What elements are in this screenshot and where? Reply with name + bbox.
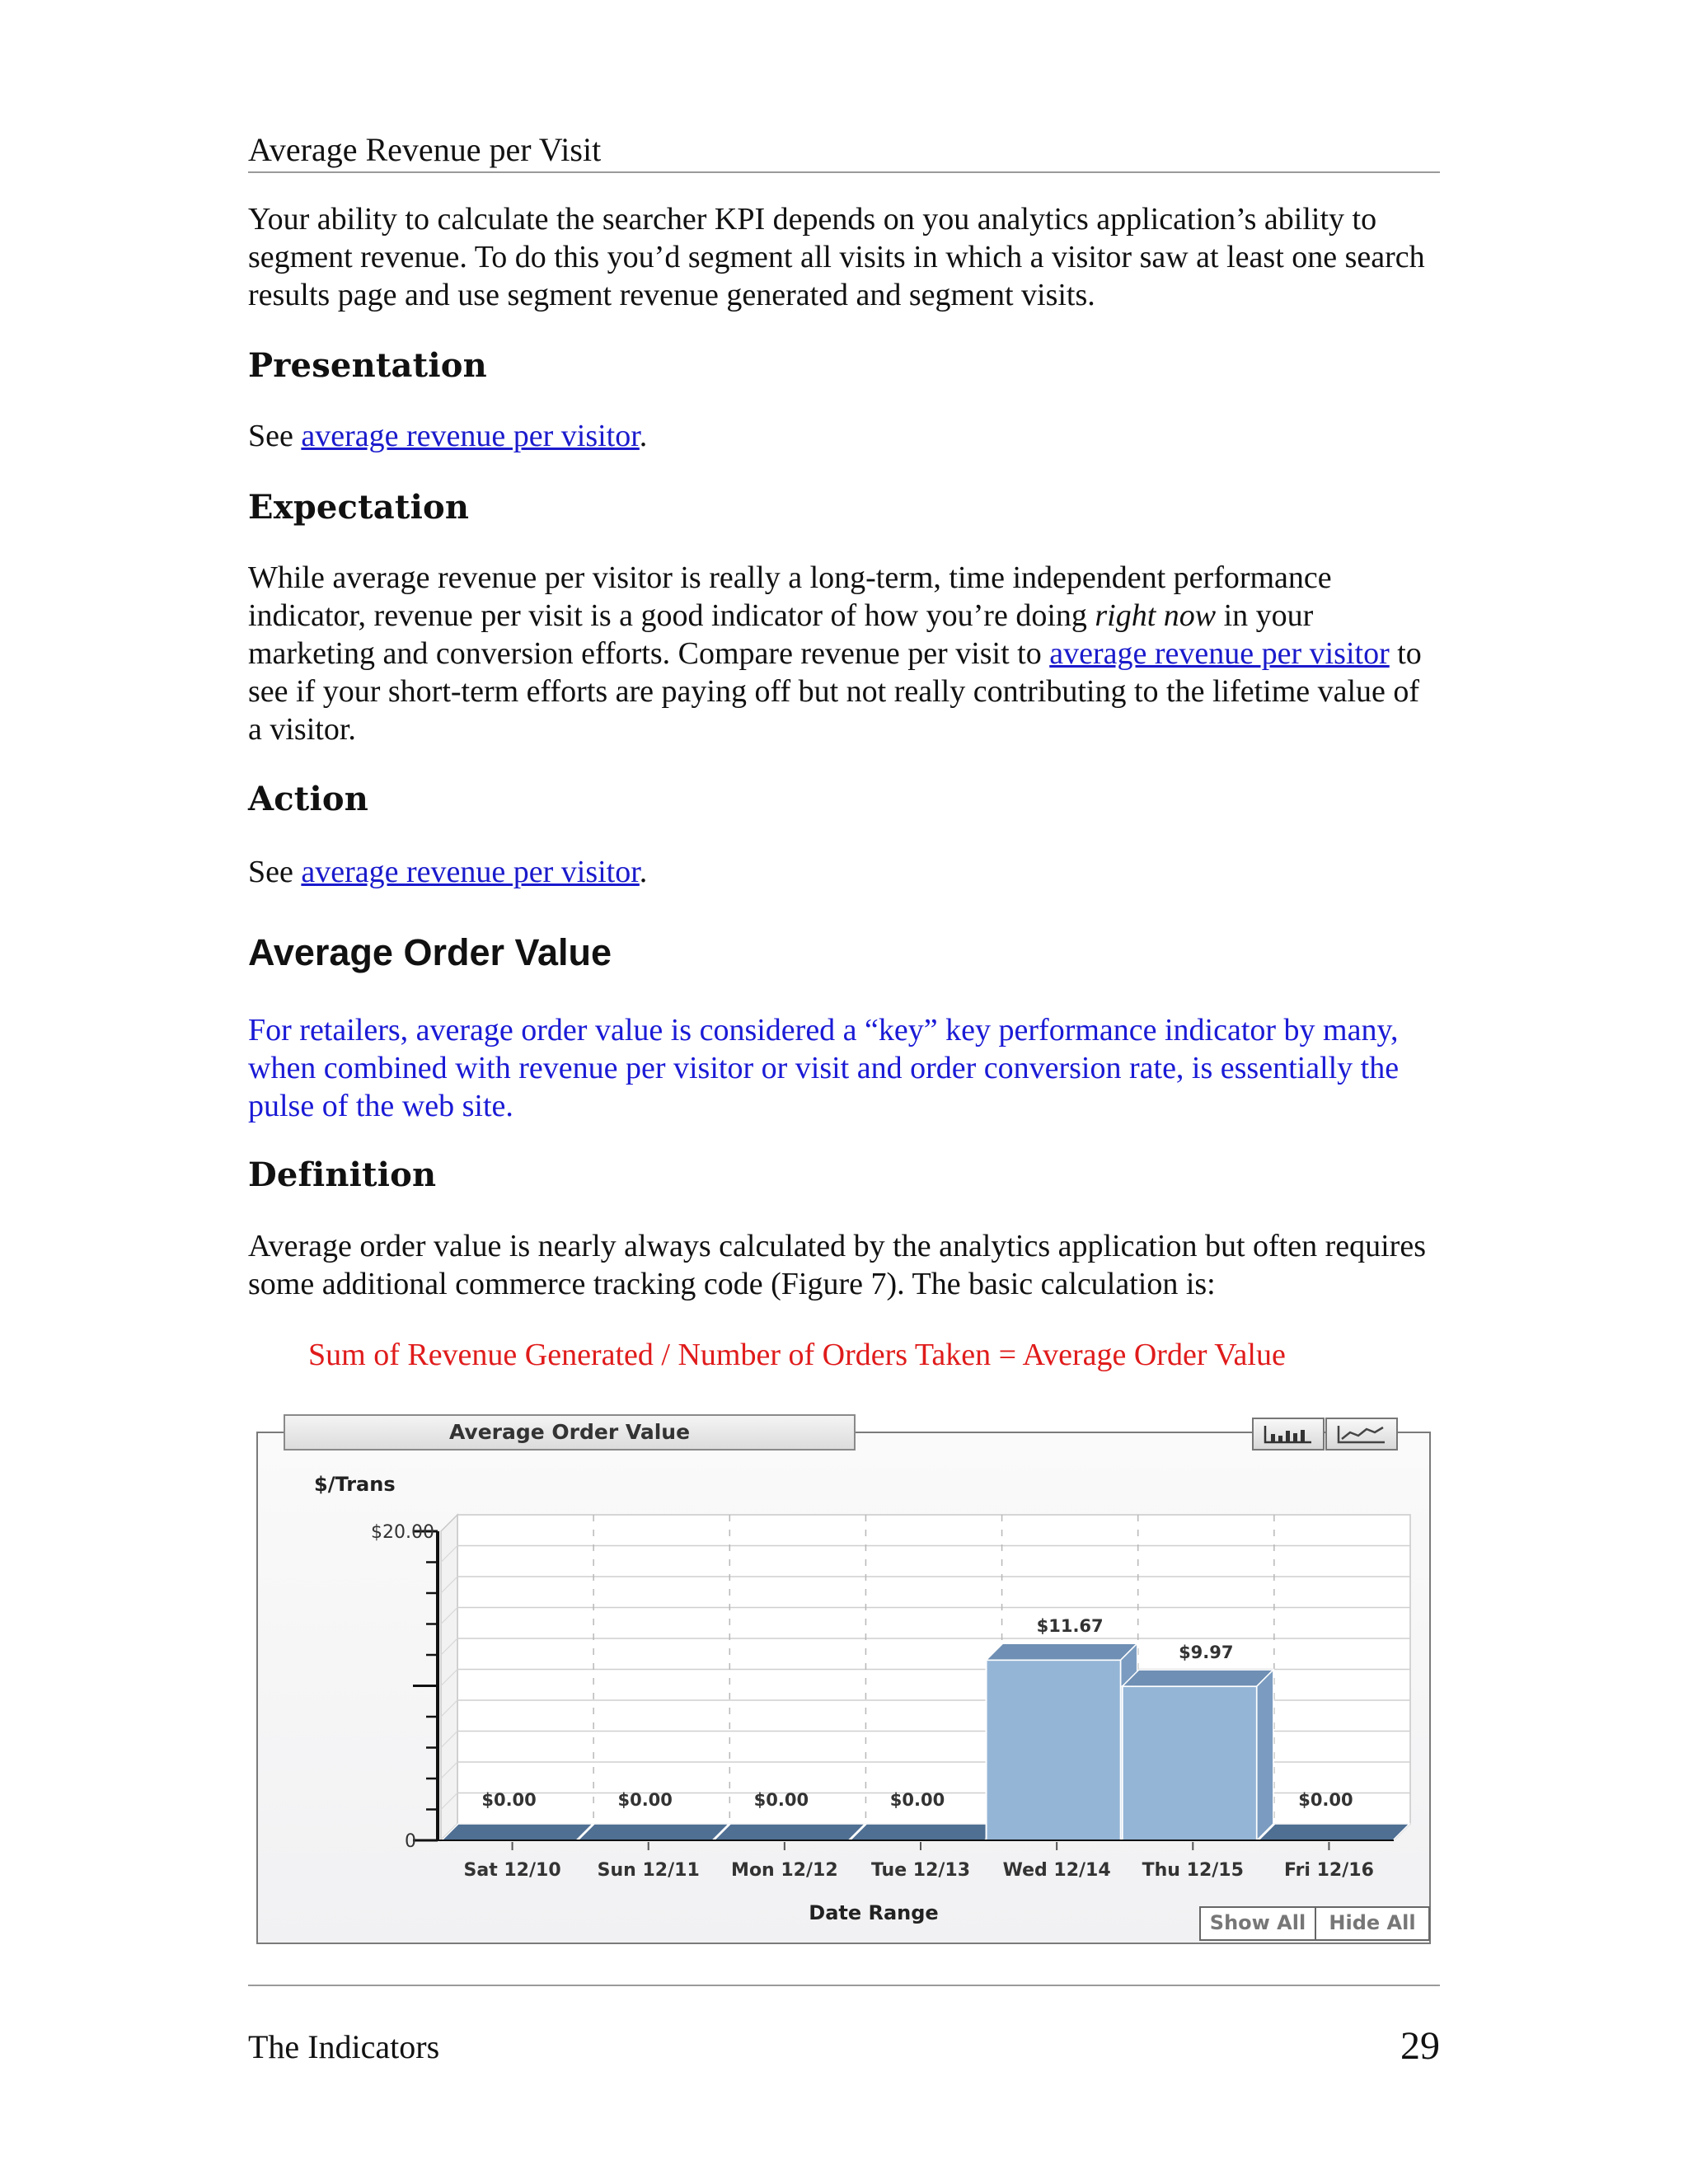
x-tick-label: Tue 12/13 (870, 1860, 971, 1881)
x-tick-label: Thu 12/15 (1142, 1860, 1244, 1881)
x-axis-title: Date Range (809, 1901, 939, 1924)
x-tick-label: Mon 12/12 (731, 1860, 838, 1881)
x-tick-label: Wed 12/14 (1002, 1860, 1111, 1881)
y-tick-label: 0 (405, 1831, 416, 1852)
action-paragraph (248, 853, 1435, 891)
bar-value-label: $0.00 (889, 1790, 945, 1810)
x-tick-label: Fri 12/16 (1283, 1860, 1374, 1881)
hide-all-button[interactable]: Hide All (1315, 1906, 1430, 1941)
bar (442, 1824, 593, 1840)
x-tick-label: Sun 12/11 (597, 1860, 700, 1881)
action-link[interactable]: average revenue per visitor (301, 855, 640, 889)
bar (714, 1824, 865, 1840)
bar-value-label: $0.00 (1298, 1790, 1353, 1810)
expectation-text-3: to see if your short-term efforts are paying off but not really contributing to the lifetime value of a visitor. (248, 636, 1422, 747)
bar-value-label: $9.97 (1179, 1643, 1234, 1663)
footer-rule (248, 1985, 1440, 1986)
bar-value-label: $11.67 (1036, 1616, 1104, 1637)
y-tick-label: $20.00 (371, 1522, 434, 1543)
action-suffix: . (639, 855, 648, 889)
bar-value-label: $0.00 (617, 1790, 673, 1810)
show-all-button[interactable]: Show All (1199, 1906, 1316, 1941)
footer-section-name: The Indicators (248, 2028, 440, 2065)
definition-heading: Definition (248, 1155, 437, 1194)
expectation-heading: Expectation (248, 488, 470, 527)
expectation-link[interactable]: average revenue per visitor (1049, 636, 1390, 671)
x-tick-label: Sat 12/10 (463, 1860, 561, 1881)
bar-side (1257, 1670, 1273, 1840)
aov-formula: Sum of Revenue Generated / Number of Orders Taken = Average Order Value (308, 1338, 1286, 1372)
presentation-prefix: See (248, 419, 302, 453)
intro-paragraph: Your ability to calculate the searcher KPI depends on you analytics application’s ability to segment revenue. To do this you’d segment all visits in which a visitor saw at least one search results page and use segment revenue generated and segment visits. (248, 202, 1425, 312)
expectation-paragraph (248, 559, 1435, 748)
definition-paragraph: Average order value is nearly always calculated by the analytics application but often requires some additional commerce tracking code (Figure 7). The basic calculation is: (248, 1229, 1426, 1301)
presentation-paragraph (248, 417, 1435, 455)
action-prefix: See (248, 855, 302, 889)
presentation-heading: Presentation (248, 346, 487, 385)
running-header-title: Average Revenue per Visit (248, 131, 602, 168)
chart-title: Average Order Value (448, 1420, 691, 1444)
bar-top (987, 1643, 1137, 1660)
bar (987, 1660, 1121, 1840)
aov-bar-chart (258, 1433, 1426, 1939)
presentation-link[interactable]: average revenue per visitor (301, 419, 640, 453)
bar (1259, 1824, 1409, 1840)
page-number: 29 (1400, 2024, 1440, 2068)
action-heading: Action (248, 780, 369, 818)
bar (850, 1824, 1001, 1840)
expectation-text-1: While average revenue per visitor is really a long-term, time independent performance indicator, revenue per visit is a good indicator of how you’re doing (248, 560, 1332, 633)
presentation-suffix: . (639, 419, 648, 453)
header-rule (248, 171, 1440, 173)
bar-value-label: $0.00 (481, 1790, 537, 1810)
y-axis-title: $/Trans (314, 1473, 396, 1496)
aov-section-title: Average Order Value (248, 931, 612, 973)
bar-value-label: $0.00 (753, 1790, 809, 1810)
aov-intro-paragraph: For retailers, average order value is considered a “key” key performance indicator by many, when combined with revenue per visitor or visit and order conversion rate, is essentially the pulse of the web site. (248, 1013, 1400, 1123)
bar-top (1123, 1670, 1273, 1686)
expectation-emphasis: right now (1095, 598, 1217, 633)
bar (1123, 1686, 1257, 1840)
bar (578, 1824, 729, 1840)
expectation-text-2: in your marketing and conversion efforts. Compare revenue per visit to (248, 598, 1314, 671)
